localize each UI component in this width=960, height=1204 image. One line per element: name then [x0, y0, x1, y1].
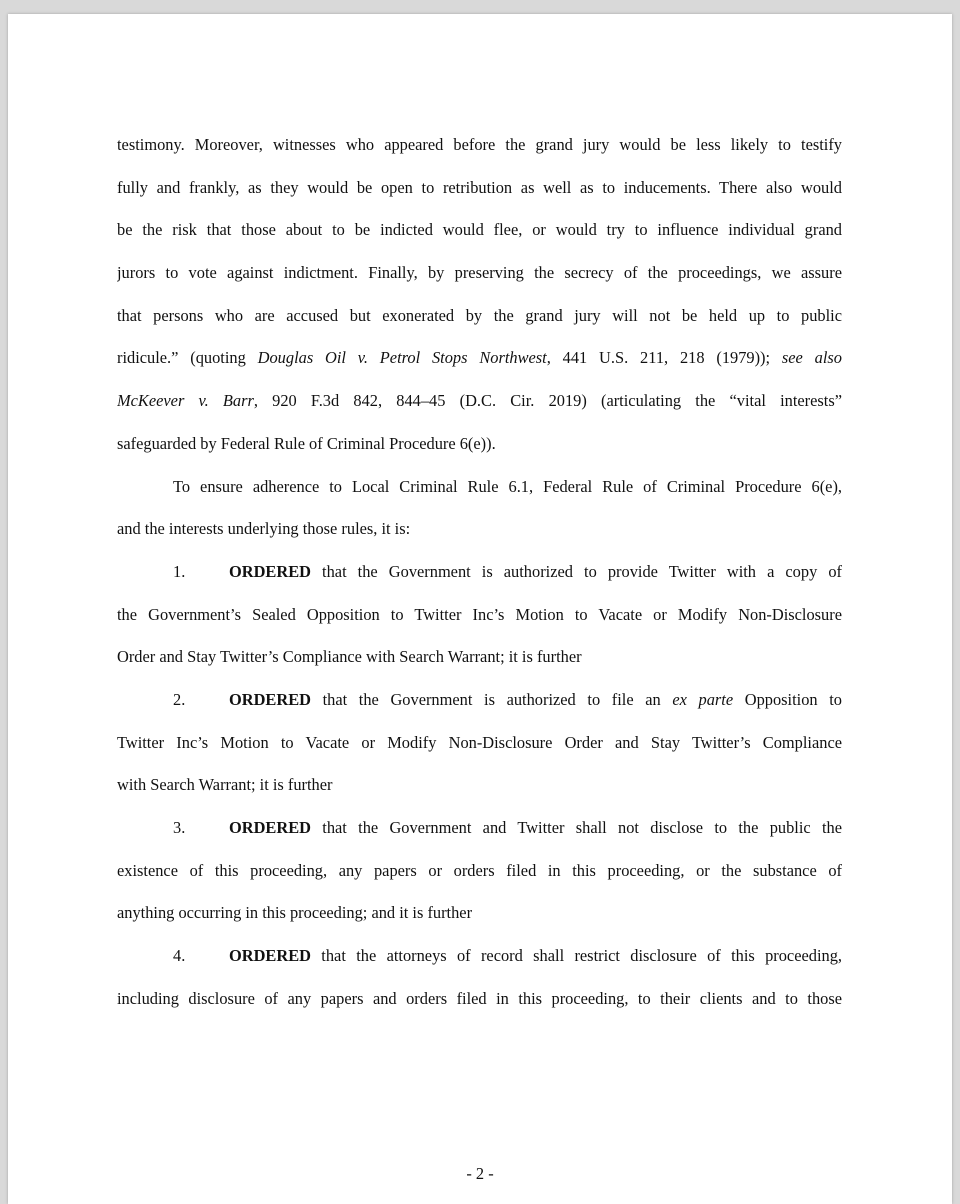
text-line: the Government’s Sealed Opposition to Twitter Inc’s Motion to Vacate or Modify Non-Disclosure: [117, 604, 842, 624]
text-line: To ensure adherence to Local Criminal Rule 6.1, Federal Rule of Criminal Procedure 6(e),: [173, 476, 842, 496]
text-line: with Search Warrant; it is further: [117, 775, 333, 795]
text-line: and the interests underlying those rules, it is:: [117, 519, 411, 539]
text-run: , 441 U.S. 211, 218 (1979));: [546, 348, 782, 368]
text-line: be the risk that those about to be indicted would flee, or would try to influence individual grand: [117, 220, 842, 240]
document-body: [117, 124, 842, 1020]
text-run: , 920 F.3d 842, 844–45 (D.C. Cir. 2019) (articulating the “vital interests”: [253, 391, 842, 411]
case-citation: McKeever v. Barr: [117, 391, 254, 411]
text-line: safeguarded by Federal Rule of Criminal Procedure 6(e)).: [117, 433, 496, 453]
ordered-keyword: ORDERED: [229, 818, 311, 837]
text-run: that the attorneys of record shall restrict disclosure of this proceeding,: [310, 946, 842, 966]
text-run: that the Government is authorized to provide Twitter with a copy of: [310, 561, 842, 581]
text-line: [117, 380, 842, 423]
item-number: 4.: [173, 946, 186, 966]
case-citation: Douglas Oil v. Petrol Stops Northwest: [257, 348, 547, 368]
text-line: testimony. Moreover, witnesses who appeared before the grand jury would be less likely to testify: [117, 135, 842, 154]
text-line: [117, 337, 842, 380]
latin-term: ex parte: [672, 689, 734, 709]
text-line: anything occurring in this proceeding; and it is further: [117, 903, 473, 923]
text-run: that the Government is authorized to file an: [310, 689, 673, 709]
order-item-3: [117, 807, 842, 850]
order-item-4: [117, 935, 842, 978]
page-number: - 2 -: [466, 1164, 494, 1183]
order-item-1: [117, 551, 842, 594]
text-line: Order and Stay Twitter’s Compliance with Search Warrant; it is further: [117, 647, 582, 667]
item-number: 1.: [173, 561, 186, 581]
text-run: that the Government and Twitter shall not disclose to the public the: [310, 818, 842, 837]
citation-signal: see also: [781, 348, 842, 368]
document-page: [8, 14, 952, 1204]
ordered-keyword: ORDERED: [229, 946, 311, 966]
ordered-keyword: ORDERED: [229, 561, 311, 581]
text-run: Opposition to: [733, 689, 842, 709]
text-line: jurors to vote against indictment. Finally, by preserving the secrecy of the proceedings, we assure: [117, 263, 842, 283]
text-line: that persons who are accused but exonerated by the grand jury will not be held up to public: [117, 305, 842, 325]
ordered-keyword: ORDERED: [229, 689, 311, 709]
text-line: fully and frankly, as they would be open to retribution as well as to inducements. There also would: [117, 177, 842, 197]
text-line: existence of this proceeding, any papers or orders filed in this proceeding, or the substance of: [117, 860, 842, 880]
order-item-2: [117, 679, 842, 722]
item-number: 2.: [173, 689, 186, 709]
text-line: Twitter Inc’s Motion to Vacate or Modify Non-Disclosure Order and Stay Twitter’s Compliance: [117, 732, 842, 752]
text-run: ridicule.” (quoting: [117, 348, 258, 368]
item-number: 3.: [173, 818, 186, 837]
text-line: including disclosure of any papers and orders filed in this proceeding, to their clients and to those: [117, 988, 842, 1008]
